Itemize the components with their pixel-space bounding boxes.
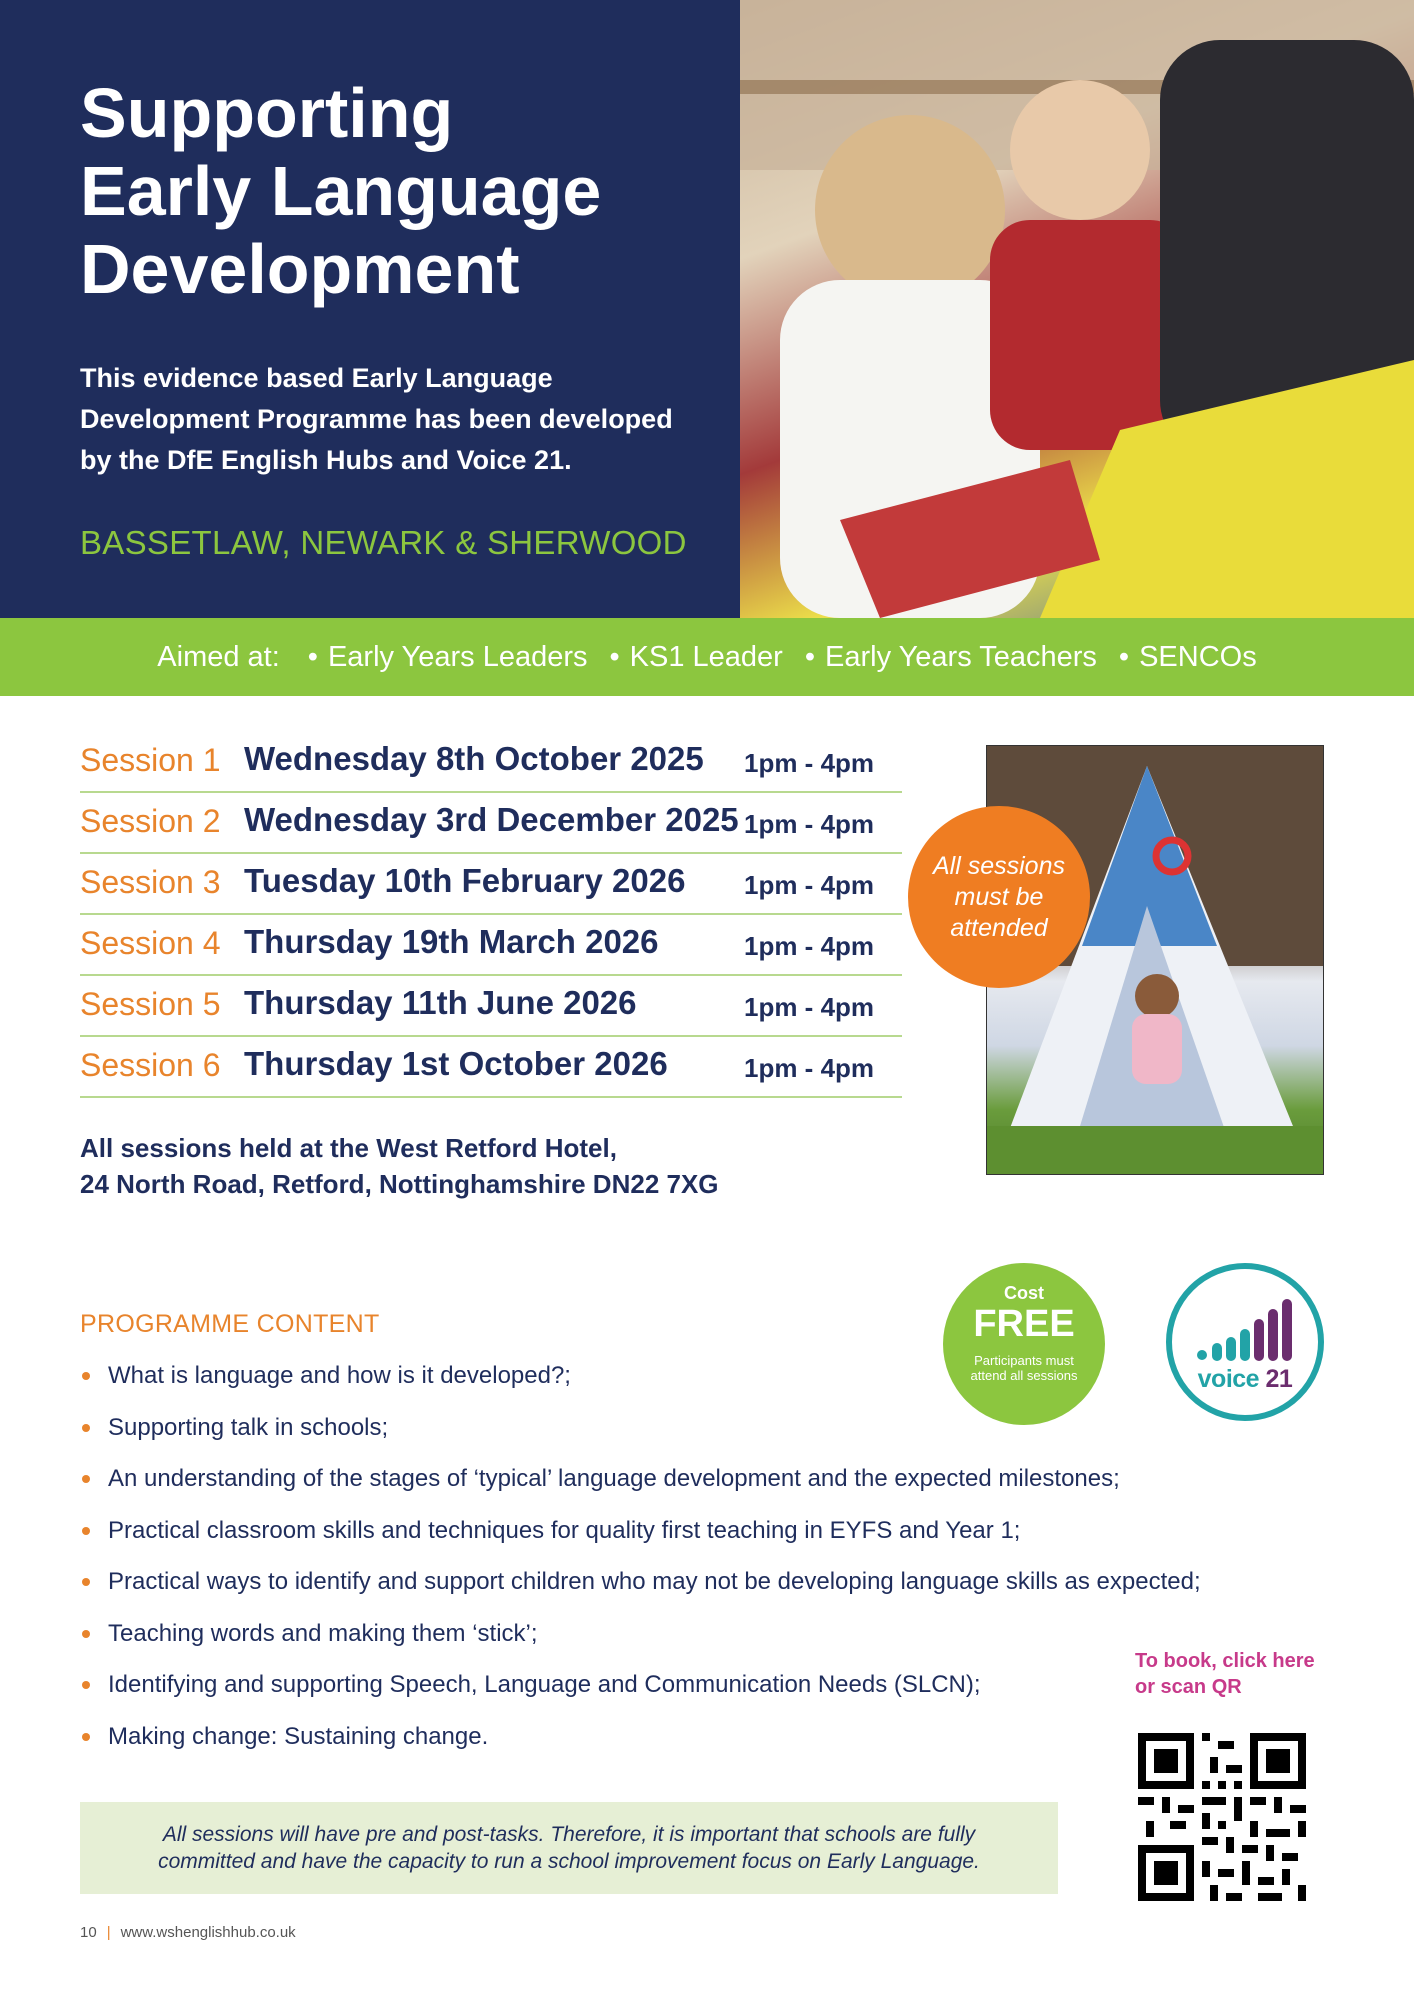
audience-bar	[0, 618, 1414, 696]
list-item: Making change: Sustaining change.	[80, 1711, 1260, 1763]
session-name: Session 3	[80, 864, 221, 900]
note-box	[80, 1802, 1058, 1894]
cost-value: FREE	[973, 1303, 1075, 1345]
session-date: Thursday 19th March 2026	[244, 923, 659, 960]
region-label: BASSETLAW, NEWARK & SHERWOOD	[80, 524, 687, 561]
audience-item: • Early Years Teachers	[805, 641, 1097, 674]
audience-item: • SENCOs	[1119, 641, 1257, 674]
session-time: 1pm - 4pm	[744, 809, 875, 839]
session-row	[80, 854, 902, 915]
list-item: Practical classroom skills and techniques for quality first teaching in EYFS and Year 1;	[80, 1505, 1260, 1557]
list-item: Teaching words and making them ‘stick’;	[80, 1608, 1260, 1660]
venue-line: All sessions held at the West Retford Hotel,	[80, 1133, 617, 1163]
sessions-table	[80, 732, 902, 1098]
page-title: Supporting Early Language Development	[80, 74, 602, 308]
attendance-badge	[908, 806, 1090, 988]
qr-code-icon[interactable]	[1138, 1733, 1306, 1901]
voice21-word: voice	[1197, 1365, 1260, 1393]
session-date: Wednesday 3rd December 2025	[244, 801, 739, 838]
session-name: Session 6	[80, 1047, 221, 1083]
session-time: 1pm - 4pm	[744, 992, 875, 1022]
venue-address	[80, 1130, 719, 1202]
footer	[80, 1924, 296, 1941]
session-name: Session 4	[80, 925, 221, 961]
session-name: Session 5	[80, 986, 221, 1022]
session-time: 1pm - 4pm	[744, 931, 875, 961]
booking-line: or scan QR	[1135, 1676, 1242, 1698]
audience-label: Aimed at:	[157, 640, 280, 673]
cost-label: Cost	[1004, 1283, 1044, 1303]
session-time: 1pm - 4pm	[744, 1053, 875, 1083]
audience-item: • Early Years Leaders	[308, 641, 588, 674]
list-item: What is language and how is it developed?;	[80, 1350, 1260, 1402]
session-name: Session 2	[80, 803, 221, 839]
hero-photo-illustration	[740, 0, 1414, 618]
page-number: 10	[80, 1924, 97, 1941]
hero-photo-children-reading	[740, 0, 1414, 618]
session-row	[80, 732, 902, 793]
session-time: 1pm - 4pm	[744, 870, 875, 900]
list-item: An understanding of the stages of ‘typical’ language development and the expected milestones;	[80, 1453, 1260, 1505]
session-row	[80, 793, 902, 854]
list-item: Practical ways to identify and support children who may not be developing language skills as expected;	[80, 1556, 1260, 1608]
note-text: All sessions will have pre and post-tasks. Therefore, it is important that schools are fully committed and have the capacity to run a school improvement focus on Early Language.	[158, 1823, 980, 1873]
footer-separator: |	[106, 1924, 111, 1941]
session-date: Tuesday 10th February 2026	[244, 862, 686, 899]
list-item: Supporting talk in schools;	[80, 1402, 1260, 1454]
website-link[interactable]: www.wshenglishhub.co.uk	[120, 1924, 296, 1941]
session-date: Wednesday 8th October 2025	[244, 740, 704, 777]
session-row	[80, 976, 902, 1037]
venue-line: 24 North Road, Retford, Nottinghamshire DN22 7XG	[80, 1169, 719, 1199]
cost-note: Participants must attend all sessions	[970, 1353, 1078, 1383]
voice21-number: 21	[1265, 1365, 1293, 1393]
audience-item: • KS1 Leader	[610, 641, 783, 674]
list-item: Identifying and supporting Speech, Language and Communication Needs (SLCN);	[80, 1659, 1260, 1711]
session-time: 1pm - 4pm	[744, 748, 875, 778]
programme-heading: PROGRAMME CONTENT	[80, 1310, 380, 1338]
session-name: Session 1	[80, 742, 221, 778]
session-date: Thursday 1st October 2026	[244, 1045, 668, 1082]
booking-line[interactable]: To book, click here	[1135, 1650, 1315, 1672]
programme-list	[80, 1350, 1260, 1762]
session-row	[80, 1037, 902, 1098]
attendance-badge-text: All sessions must be attended	[933, 851, 1065, 942]
session-row	[80, 915, 902, 976]
intro-text: This evidence based Early Language Development Programme has been developed by the DfE English Hubs and Voice 21.	[80, 363, 673, 475]
session-date: Thursday 11th June 2026	[244, 984, 637, 1021]
booking-link[interactable]	[1135, 1648, 1315, 1700]
